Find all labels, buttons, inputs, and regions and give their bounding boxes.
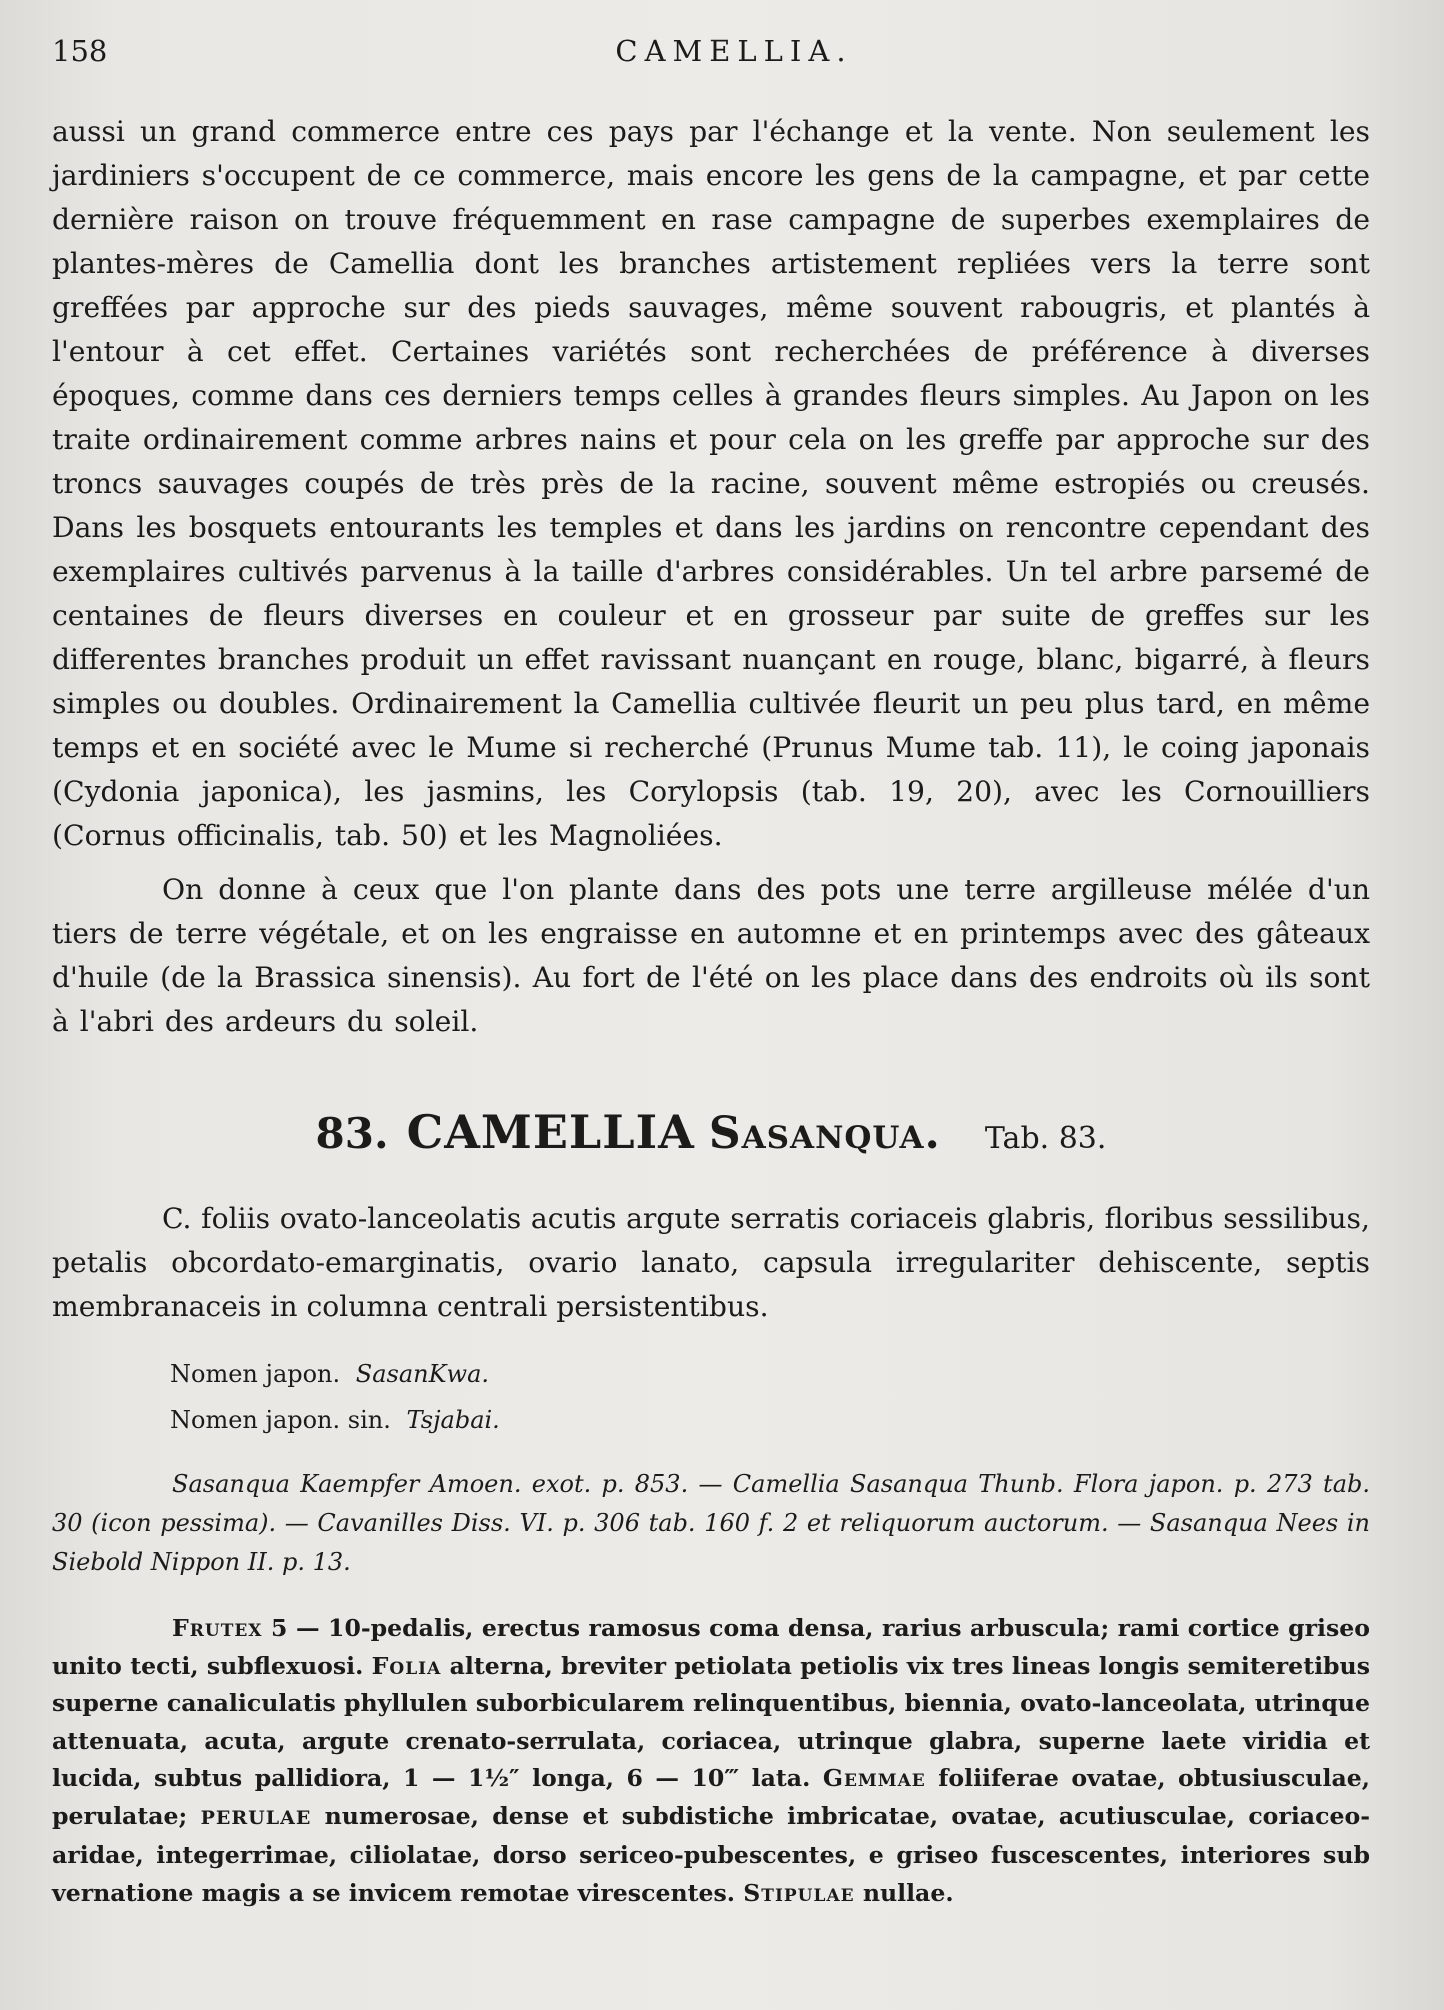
frutex-text: 5 — 10-pedalis, erectus ramosus coma densa, rarius arbuscula; rami cortice griseo unito tecti, subflexuosi. <box>52 1614 1371 1680</box>
species-heading <box>52 1102 1370 1173</box>
folia-text: alterna, breviter petiolata petiolis vix tres lineas longis semiteretibus superne canaliculatis phyllulen suborbicularem relinquentibus, biennia, ovato-lanceolata, utrinque attenuata, acuta, argute crenato-serrulata, coriacea, utrinque glabra, superne laete viridia et lucida, subtus pallidiora, 1 — 1½″ longa, 6 — 10‴ lata. <box>52 1651 1370 1792</box>
species-genus: CAMELLIA <box>406 1105 695 1159</box>
vernacular-names <box>170 1351 1370 1443</box>
perulae-text: numerosae, dense et subdistiche imbricatae, ovatae, acutiusculae, coriaceo-aridae, integerrimae, ciliolatae, dorso sericeo-pubescentes, e griseo fuscescentes, interiores sub vernatione magis a se invicem remotae virescentes. <box>52 1801 1371 1907</box>
cultivation-paragraph-1: aussi un grand commerce entre ces pays par l'échange et la vente. Non seulement les jardiniers s'occupent de ce commerce, mais encore les gens de la campagne, et par cette dernière raison on trouve fréquemment en rase campagne de superbes exemplaires de plantes-mères de Camellia dont les branches artistement repliées vers la terre sont greffées par approche sur des pieds sauvages, même souvent rabougris, et plantés à l'entour à cet effet. Certaines variétés sont recherchées de préférence à diverses époques, comme dans ces derniers temps celles à grandes fleurs simples. Au Japon on les traite ordinairement comme arbres nains et pour cela on les greffe par approche sur des troncs sauvages coupés de très près de la racine, souvent même estropiés ou creusés. Dans les bosquets entourants les temples et dans les jardins on rencontre cependant des exemplaires cultivés parvenus à la taille d'arbres considérables. Un tel arbre parsemé de centaines de fleurs diverses en couleur et en grosseur par suite de greffes sur les differentes branches produit un effet ravissant nuançant en rouge, blanc, bigarré, à fleurs simples ou doubles. Ordinairement la Camellia cultivée fleurit un peu plus tard, en même temps et en société avec le Mume si recherché (Prunus Mume tab. 11), le coing japonais (Cydonia japonica), les jasmins, les Corylopsis (tab. 19, 20), avec les Cornouilliers (Cornus officinalis, tab. 50) et les Magnoliées. <box>52 115 1370 852</box>
stipulae-label: Stipulae <box>743 1878 855 1907</box>
page-number: 158 <box>52 34 108 68</box>
page-body <box>52 110 1370 1912</box>
page-header <box>52 34 1392 74</box>
latin-diagnosis: C. foliis ovato-lanceolatis acutis argute serratis coriaceis glabris, floribus sessilibus, petalis obcordato-emarginatis, ovario lanato, capsula irregulariter dehiscente, septis membranaceis in columna centrali persistentibus. <box>52 1202 1370 1323</box>
running-title: CAMELLIA. <box>615 34 853 68</box>
gemmae-label: Gemmae <box>822 1764 926 1792</box>
gemmae-text: foliiferae ovatae, obtusiusculae, perulatae; <box>52 1764 1371 1830</box>
name-label: Nomen japon. sin. <box>170 1406 391 1434</box>
name-value: Tsjabai. <box>406 1406 500 1434</box>
frutex-label: Frutex <box>172 1614 263 1642</box>
name-line <box>170 1397 1370 1443</box>
name-value: SasanKwa. <box>355 1360 490 1388</box>
species-epithet: Sasanqua. <box>708 1108 941 1159</box>
folia-label: Folia <box>371 1651 442 1680</box>
name-label: Nomen japon. <box>170 1360 341 1388</box>
species-number: 83. <box>315 1109 389 1158</box>
stipulae-text: nullae. <box>862 1878 954 1907</box>
cultivation-paragraph-2: On donne à ceux que l'on plante dans des pots une terre argilleuse mélée d'un tiers de terre végétale, et on les engraisse en automne et en printemps avec des gâteaux d'huile (de la Brassica sinensis). Au fort de l'été on les place dans des endroits où ils sont à l'abri des ardeurs du soleil. <box>52 873 1370 1038</box>
name-line <box>170 1351 1370 1397</box>
synonymy: Sasanqua Kaempfer Amoen. exot. p. 853. — Camellia Sasanqua Thunb. Flora japon. p. 273 tab. 30 (icon pessima). — Cavanilles Diss. VI. p. 306 tab. 160 f. 2 et reliquorum auctorum. — Sasanqua Nees in Siebold Nippon II. p. 13. <box>52 1470 1370 1576</box>
perulae-label: PERULAE <box>200 1806 312 1829</box>
plate-reference: Tab. 83. <box>984 1121 1107 1156</box>
morphological-description <box>52 1610 1370 1912</box>
